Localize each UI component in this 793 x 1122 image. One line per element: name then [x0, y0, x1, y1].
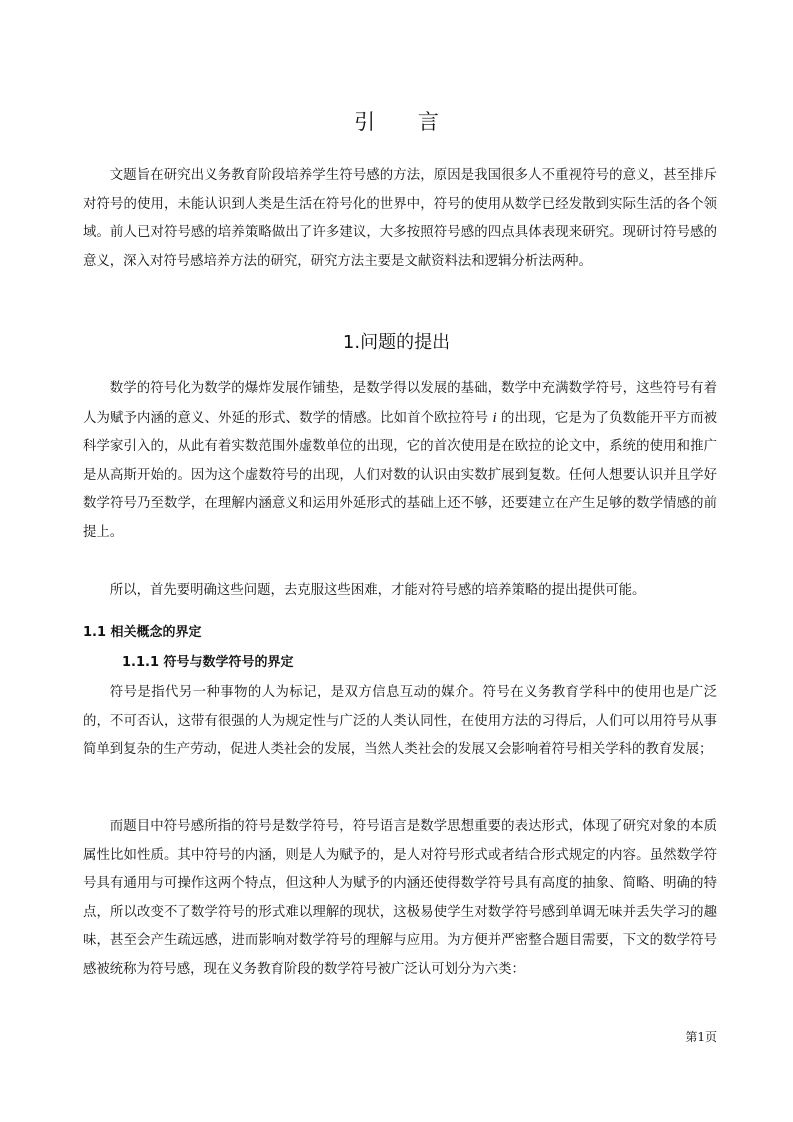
- definition-paragraph: 符号是指代另一种事物的人为标记，是双方信息互动的媒介。符号在义务教育学科中的使用也是广泛的，不可否认，这带有很强的人为规定性与广泛的人类认同性，在使用方法的习得后，人们可以用符号从事简单到复杂的生产劳动，促进人类社会的发展，当然人类社会的发展又会影响着符号相关学科的教育发展；: [83, 685, 717, 758]
- page-number: 第1页: [685, 1030, 717, 1044]
- definition-paragraph: 而题目中符号感所指的符号是数学符号，符号语言是数学思想重要的表达形式，体现了研究对象的本质属性比如性质。其中符号的内涵，则是人为赋予的，是人对符号形式或者结合形式规定的内容。虽然数学符号具有通用与可操作这两个特点，但这种人为赋予的内涵还使得数学符号具有高度的抽象、简略、明确的特点，所以改变不了数学符号的形式难以理解的现状，这极易使学生对数学符号感到单调无味并丢失学习的趣味，甚至会产生疏远感，进而影响对数学符号的理解与应用。为方便并严密整合题目需要，下文的数学符号感被统称为符号感，现在义务教育阶段的数学符号被广泛认可划分为六类：: [83, 819, 717, 977]
- subsubsection-heading: 1.1.1 符号与数学符号的界定: [122, 655, 294, 670]
- paragraph-text: 的出现，它是为了负数能开平方而被科学家引入的，从此有着实数范围外虚数单位的出现，它的首次使用是在欧拉的论文中，系统的使用和推广是从高斯开始的。因为这个虚数符号的出现，人们对数的认识由实数扩展到复数。任何人想要认识并且学好数学符号乃至数学，在理解内涵意义和运用外延形式的基础上还不够，还要建立在产生足够的数学情感的前提上。: [83, 410, 717, 540]
- intro-paragraph: 文题旨在研究出义务教育阶段培养学生符号感的方法，原因是我国很多人不重视符号的意义，甚至排斥对符号的使用，未能认识到人类是生活在符号化的世界中，符号的使用从数学已经发散到实际生活的各个领域。前人已对符号感的培养策略做出了许多建议，大多按照符号感的四点具体表现来研究。现研讨符号感的意义，深入对符号感培养方法的研究，研究方法主要是文献资料法和逻辑分析法两种。: [83, 168, 717, 269]
- page-title: 引 言: [354, 110, 457, 134]
- section-paragraph: [83, 375, 717, 548]
- subsection-heading: 1.1 相关概念的界定: [83, 625, 202, 640]
- section-heading: 1.问题的提出: [342, 332, 451, 353]
- paragraph-text: 数学的符号化为数学的爆炸发展作铺垫，是数学得以发展的基础，数学中充满数学符号，这些符号有着人为赋予内涵的意义、外延的形式、数学的情感。比如首个欧拉符号: [83, 381, 717, 426]
- imaginary-unit-symbol: i: [492, 409, 497, 426]
- section-paragraph: 所以，首先要明确这些问题，去克服这些困难，才能对符号感的培养策略的提出提供可能。: [109, 583, 646, 598]
